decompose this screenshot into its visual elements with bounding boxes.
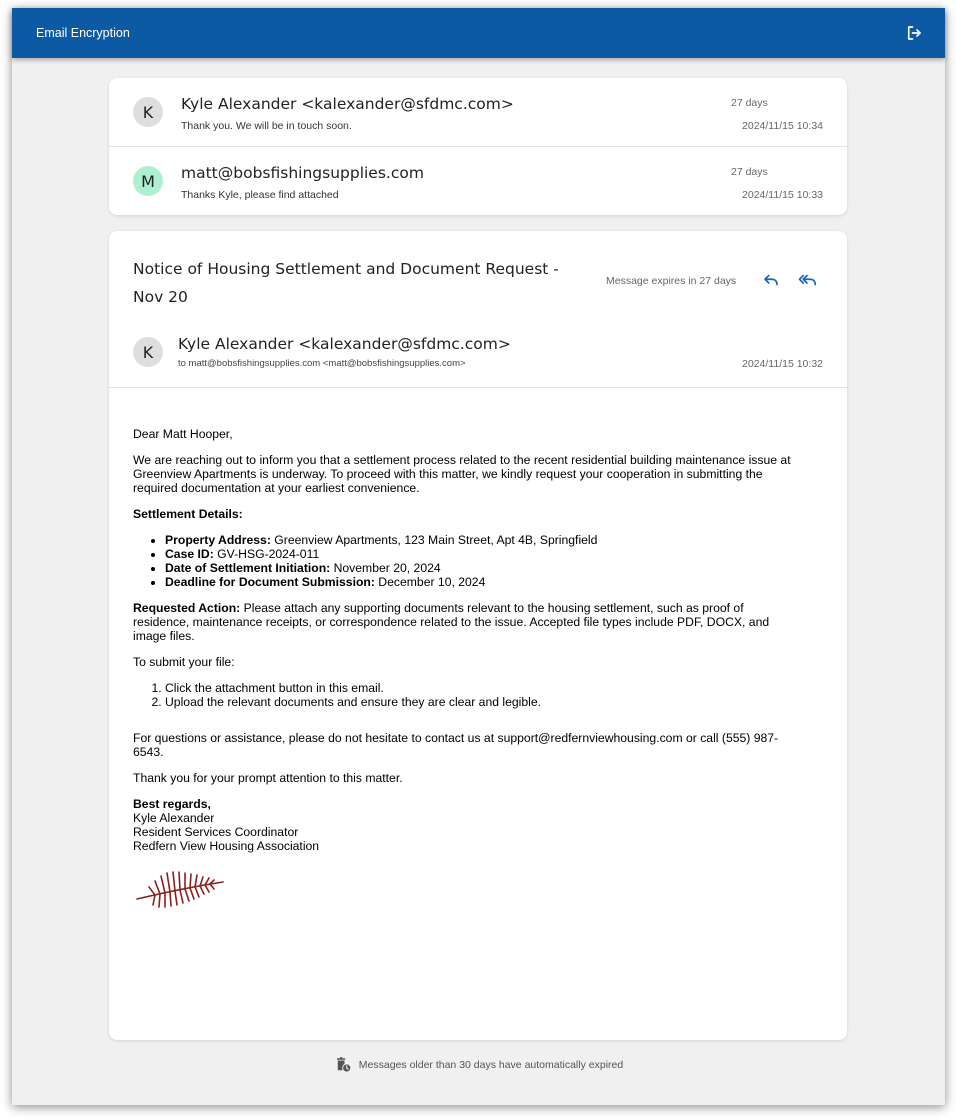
signature-name: Kyle Alexander bbox=[133, 811, 215, 825]
closing: Best regards, bbox=[133, 797, 211, 811]
detail-label: Case ID: bbox=[165, 547, 214, 561]
list-item bbox=[165, 575, 803, 589]
details-heading: Settlement Details: bbox=[133, 507, 243, 521]
detail-label: Deadline for Document Submission: bbox=[165, 575, 375, 589]
submit-steps-list bbox=[133, 681, 803, 709]
message-sender: Kyle Alexander <kalexander@sfdmc.com> bbox=[178, 335, 511, 353]
reply-icon[interactable] bbox=[762, 271, 780, 289]
submit-intro: To submit your file: bbox=[133, 655, 235, 669]
list-item bbox=[165, 561, 803, 575]
thread-snippet: Thank you. We will be in touch soon. bbox=[181, 120, 352, 132]
message-subject: Notice of Housing Settlement and Document Request - Nov 20 bbox=[133, 260, 559, 306]
thread-sender: matt@bobsfishingsupplies.com bbox=[181, 164, 424, 182]
footer-text: Messages older than 30 days have automatically expired bbox=[358, 1059, 624, 1071]
thread-age: 27 days bbox=[731, 166, 768, 178]
detail-value: December 10, 2024 bbox=[374, 575, 486, 589]
app-title: Email Encryption bbox=[36, 26, 130, 40]
avatar: K bbox=[133, 97, 163, 127]
intro-paragraph: We are reaching out to inform you that a settlement process related to the recent residential building maintenance issue at Greenview Apartments is underway. To proceed with this matter, we kindly request your cooperation in submitting the required documentation at your earliest convenience. bbox=[133, 453, 791, 495]
detail-label: Date of Settlement Initiation: bbox=[165, 561, 331, 575]
thread-date: 2024/11/15 10:33 bbox=[742, 189, 823, 201]
signature-org: Redfern View Housing Association bbox=[133, 839, 320, 853]
app-bar bbox=[12, 8, 945, 58]
thread-age: 27 days bbox=[731, 97, 768, 109]
list-item bbox=[165, 533, 803, 547]
message-view bbox=[109, 231, 847, 1040]
app-window bbox=[12, 8, 945, 1105]
detail-value: GV-HSG-2024-011 bbox=[213, 547, 320, 561]
thread-snippet: Thanks Kyle, please find attached bbox=[181, 189, 339, 201]
settlement-details-list bbox=[133, 533, 803, 589]
signature-title: Resident Services Coordinator bbox=[133, 825, 299, 839]
list-item: 2. Upload the relevant documents and ensure they are clear and legible. bbox=[165, 695, 803, 709]
thanks-paragraph: Thank you for your prompt attention to this matter. bbox=[133, 771, 403, 785]
thread-item[interactable] bbox=[109, 78, 847, 146]
message-body bbox=[133, 427, 803, 909]
action-label: Requested Action: bbox=[133, 601, 241, 615]
message-date: 2024/11/15 10:32 bbox=[742, 358, 823, 370]
list-item bbox=[165, 547, 803, 561]
signature-block bbox=[133, 797, 803, 853]
expired-trash-icon bbox=[334, 1056, 352, 1074]
contact-paragraph: For questions or assistance, please do not hesitate to contact us at support@redfernviewhousing.com or call (555) 987-6543. bbox=[133, 731, 779, 759]
fern-logo-icon bbox=[133, 865, 225, 909]
avatar: M bbox=[133, 166, 163, 196]
greeting: Dear Matt Hooper, bbox=[133, 427, 233, 441]
logout-icon[interactable] bbox=[905, 24, 923, 42]
thread-sender: Kyle Alexander <kalexander@sfdmc.com> bbox=[181, 95, 514, 113]
action-text: Please attach any supporting documents relevant to the housing settlement, such as proof of residence, maintenance receipts, or correspondence related to the issue. Accepted file types include PDF, DOCX, and image files. bbox=[133, 601, 770, 643]
detail-value: Greenview Apartments, 123 Main Street, Apt 4B, Springfield bbox=[270, 533, 598, 547]
avatar: K bbox=[133, 337, 163, 367]
message-recipients: to matt@bobsfishingsupplies.com <matt@bobsfishingsupplies.com> bbox=[178, 358, 466, 369]
detail-label: Property Address: bbox=[165, 533, 271, 547]
thread-item[interactable] bbox=[109, 146, 847, 214]
detail-value: November 20, 2024 bbox=[330, 561, 441, 575]
footer-notice bbox=[12, 1056, 945, 1074]
message-expiry: Message expires in 27 days bbox=[606, 275, 737, 287]
divider bbox=[109, 387, 847, 388]
reply-all-icon[interactable] bbox=[796, 271, 818, 289]
thread-list bbox=[109, 78, 847, 215]
thread-date: 2024/11/15 10:34 bbox=[742, 120, 823, 132]
list-item: 1. Click the attachment button in this email. bbox=[165, 681, 803, 695]
requested-action-paragraph bbox=[133, 601, 803, 643]
